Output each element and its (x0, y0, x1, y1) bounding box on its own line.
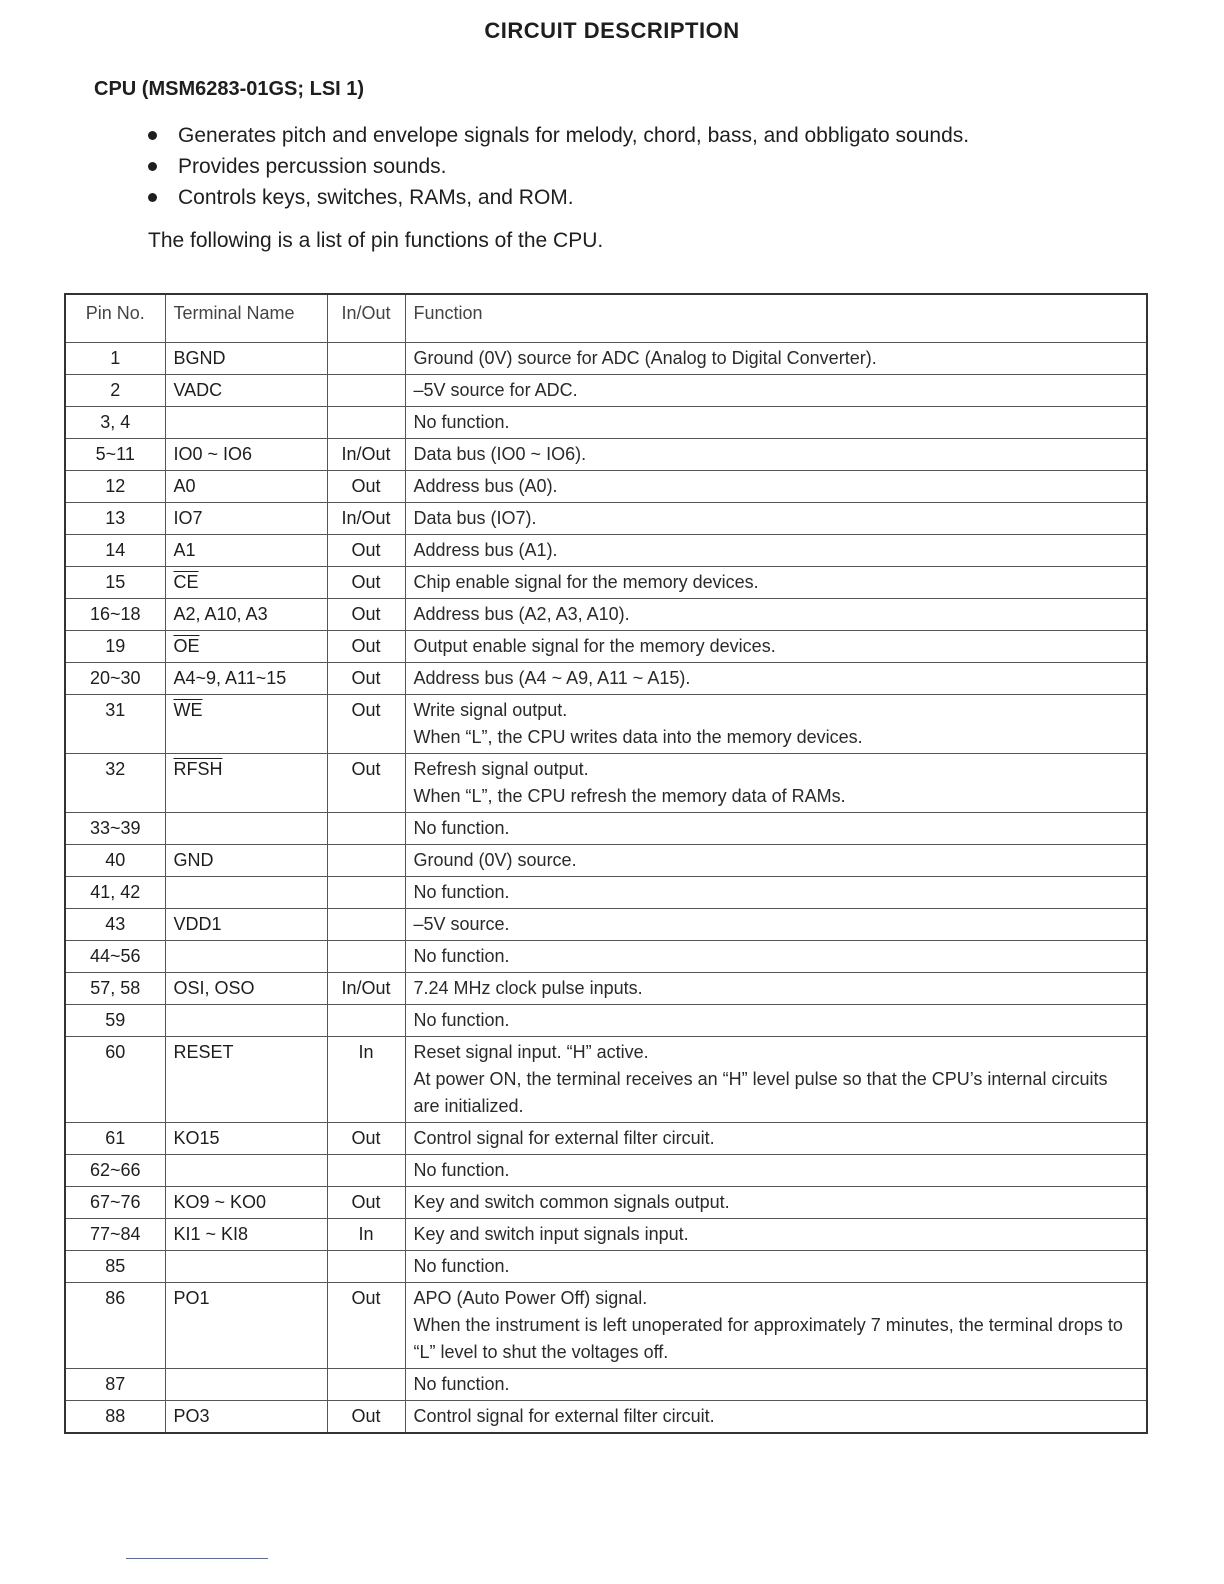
feature-item: Generates pitch and envelope signals for melody, chord, bass, and obbligato sounds. (146, 120, 969, 151)
table-row (65, 503, 1147, 535)
table-row (65, 343, 1147, 375)
page-title: CIRCUIT DESCRIPTION (484, 18, 740, 43)
table-row (65, 1123, 1147, 1155)
terminal-name: BGND (165, 343, 327, 375)
function-text: No function. (413, 1010, 510, 1030)
function-cell (405, 877, 1147, 909)
in-out (327, 877, 405, 909)
function-text: No function. (413, 1160, 510, 1180)
terminal-name (165, 1005, 327, 1037)
function-cell (405, 695, 1147, 754)
in-out (327, 845, 405, 877)
table-row (65, 375, 1147, 407)
pin-number: 87 (65, 1369, 165, 1401)
in-out: In (327, 1037, 405, 1123)
function-text: –5V source. (413, 914, 510, 934)
function-cell (405, 1369, 1147, 1401)
function-text: No function. (413, 882, 510, 902)
table-row (65, 877, 1147, 909)
in-out (327, 1369, 405, 1401)
pin-number: 2 (65, 375, 165, 407)
terminal-name: IO0 ~ IO6 (165, 439, 327, 471)
table-row (65, 1187, 1147, 1219)
terminal-name (165, 1251, 327, 1283)
function-cell (405, 471, 1147, 503)
function-cell (405, 941, 1147, 973)
function-text: Chip enable signal for the memory devices. (413, 572, 759, 592)
terminal-name (165, 1155, 327, 1187)
function-cell (405, 909, 1147, 941)
header-pin-no: Pin No. (65, 294, 165, 343)
table-row (65, 599, 1147, 631)
function-text: Key and switch input signals input. (413, 1224, 689, 1244)
in-out (327, 1005, 405, 1037)
terminal-name: A4~9, A11~15 (165, 663, 327, 695)
pin-number: 40 (65, 845, 165, 877)
terminal-name: $\overline{WE}$ (165, 695, 327, 754)
table-header-row (65, 294, 1147, 343)
function-text: No function. (413, 412, 510, 432)
function-cell (405, 631, 1147, 663)
in-out (327, 813, 405, 845)
function-cell (405, 1005, 1147, 1037)
table-row (65, 695, 1147, 754)
table-row (65, 663, 1147, 695)
function-text: When “L”, the CPU refresh the memory data of RAMs. (413, 786, 846, 806)
pin-number: 1 (65, 343, 165, 375)
function-text: Refresh signal output. (413, 759, 589, 779)
table-row (65, 1251, 1147, 1283)
function-text: When the instrument is left unoperated for approximately 7 minutes, the terminal drops to “L” level to shut the voltages off. (413, 1315, 1123, 1362)
terminal-name: GND (165, 845, 327, 877)
table-row (65, 1005, 1147, 1037)
table-row (65, 909, 1147, 941)
in-out: Out (327, 1123, 405, 1155)
table-row (65, 941, 1147, 973)
in-out (327, 407, 405, 439)
function-cell (405, 375, 1147, 407)
feature-item: Provides percussion sounds. (146, 151, 969, 182)
in-out (327, 909, 405, 941)
function-text: APO (Auto Power Off) signal. (413, 1288, 648, 1308)
pin-number: 57, 58 (65, 973, 165, 1005)
function-cell (405, 343, 1147, 375)
function-cell (405, 813, 1147, 845)
function-cell (405, 1123, 1147, 1155)
terminal-name: KO15 (165, 1123, 327, 1155)
pin-number: 20~30 (65, 663, 165, 695)
function-cell (405, 1155, 1147, 1187)
table-row (65, 567, 1147, 599)
terminal-name: OSI, OSO (165, 973, 327, 1005)
function-text: Write signal output. (413, 700, 568, 720)
function-cell (405, 503, 1147, 535)
terminal-name: $\overline{CE}$ (165, 567, 327, 599)
terminal-name (165, 813, 327, 845)
terminal-name: IO7 (165, 503, 327, 535)
function-cell (405, 439, 1147, 471)
table-row (65, 631, 1147, 663)
in-out: Out (327, 567, 405, 599)
header-function: Function (405, 294, 1147, 343)
function-cell (405, 1283, 1147, 1369)
terminal-name: PO3 (165, 1401, 327, 1434)
terminal-name: VADC (165, 375, 327, 407)
pin-number: 16~18 (65, 599, 165, 631)
function-cell (405, 567, 1147, 599)
pin-number: 15 (65, 567, 165, 599)
table-body (65, 343, 1147, 1434)
function-cell (405, 535, 1147, 567)
table-row (65, 535, 1147, 567)
function-text: Address bus (A4 ~ A9, A11 ~ A15). (413, 668, 691, 688)
table-row (65, 973, 1147, 1005)
pin-function-table (64, 293, 1148, 1434)
function-text: Reset signal input. “H” active. (413, 1042, 649, 1062)
in-out (327, 343, 405, 375)
function-cell (405, 1251, 1147, 1283)
in-out: Out (327, 663, 405, 695)
function-text: –5V source for ADC. (413, 380, 578, 400)
pin-number: 85 (65, 1251, 165, 1283)
function-text: No function. (413, 818, 510, 838)
terminal-name: RFSH (165, 754, 327, 813)
terminal-name: A2, A10, A3 (165, 599, 327, 631)
in-out: Out (327, 754, 405, 813)
header-in-out: In/Out (327, 294, 405, 343)
in-out: In (327, 1219, 405, 1251)
pin-number: 3, 4 (65, 407, 165, 439)
table-row (65, 1155, 1147, 1187)
terminal-name (165, 941, 327, 973)
pin-number: 60 (65, 1037, 165, 1123)
in-out (327, 1155, 405, 1187)
in-out (327, 1251, 405, 1283)
table-row (65, 754, 1147, 813)
terminal-name (165, 407, 327, 439)
function-text: No function. (413, 1256, 510, 1276)
pin-number: 59 (65, 1005, 165, 1037)
terminal-name: A1 (165, 535, 327, 567)
function-cell (405, 1219, 1147, 1251)
pin-number: 41, 42 (65, 877, 165, 909)
function-text: Data bus (IO7). (413, 508, 537, 528)
function-text: Address bus (A2, A3, A10). (413, 604, 630, 624)
pin-number: 62~66 (65, 1155, 165, 1187)
terminal-name (165, 1369, 327, 1401)
pin-number: 33~39 (65, 813, 165, 845)
function-text: Control signal for external filter circuit. (413, 1128, 715, 1148)
function-cell (405, 1401, 1147, 1434)
in-out: In/Out (327, 439, 405, 471)
terminal-name: VDD1 (165, 909, 327, 941)
function-text: Ground (0V) source. (413, 850, 577, 870)
feature-list (146, 120, 969, 213)
pin-number: 12 (65, 471, 165, 503)
in-out: Out (327, 535, 405, 567)
section-heading: CPU (MSM6283-01GS; LSI 1) (94, 78, 365, 100)
table-row (65, 1369, 1147, 1401)
function-text: At power ON, the terminal receives an “H” level pulse so that the CPU’s internal circuits are initialized. (413, 1069, 1108, 1116)
in-out: Out (327, 1283, 405, 1369)
in-out (327, 941, 405, 973)
function-text: No function. (413, 946, 510, 966)
pin-number: 13 (65, 503, 165, 535)
pin-number: 32 (65, 754, 165, 813)
function-cell (405, 754, 1147, 813)
pin-number: 19 (65, 631, 165, 663)
function-cell (405, 1187, 1147, 1219)
pin-number: 88 (65, 1401, 165, 1434)
in-out: Out (327, 471, 405, 503)
function-text: Key and switch common signals output. (413, 1192, 730, 1212)
function-text: Address bus (A0). (413, 476, 558, 496)
function-cell (405, 973, 1147, 1005)
in-out: Out (327, 599, 405, 631)
terminal-name: KO9 ~ KO0 (165, 1187, 327, 1219)
pin-number: 86 (65, 1283, 165, 1369)
terminal-name: KI1 ~ KI8 (165, 1219, 327, 1251)
pin-number: 77~84 (65, 1219, 165, 1251)
function-text: Output enable signal for the memory devices. (413, 636, 776, 656)
header-terminal-name: Terminal Name (165, 294, 327, 343)
table-row (65, 1283, 1147, 1369)
table-row (65, 407, 1147, 439)
pin-number: 67~76 (65, 1187, 165, 1219)
terminal-name: PO1 (165, 1283, 327, 1369)
function-text: No function. (413, 1374, 510, 1394)
table-row (65, 813, 1147, 845)
function-cell (405, 599, 1147, 631)
function-text: Ground (0V) source for ADC (Analog to Digital Converter). (413, 348, 877, 368)
table-row (65, 845, 1147, 877)
function-text: Address bus (A1). (413, 540, 558, 560)
pin-number: 43 (65, 909, 165, 941)
in-out: In/Out (327, 973, 405, 1005)
function-text: Control signal for external filter circuit. (413, 1406, 715, 1426)
function-text: Data bus (IO0 ~ IO6). (413, 444, 587, 464)
function-cell (405, 407, 1147, 439)
in-out: Out (327, 631, 405, 663)
in-out: In/Out (327, 503, 405, 535)
table-row (65, 471, 1147, 503)
pin-number: 14 (65, 535, 165, 567)
in-out: Out (327, 1401, 405, 1434)
function-text: When “L”, the CPU writes data into the memory devices. (413, 727, 863, 747)
table-row (65, 439, 1147, 471)
terminal-name (165, 877, 327, 909)
table-row (65, 1401, 1147, 1434)
feature-item: Controls keys, switches, RAMs, and ROM. (146, 182, 969, 213)
pin-number: 61 (65, 1123, 165, 1155)
terminal-name: RESET (165, 1037, 327, 1123)
pin-number: 5~11 (65, 439, 165, 471)
pin-number: 31 (65, 695, 165, 754)
table-row (65, 1219, 1147, 1251)
function-cell (405, 1037, 1147, 1123)
terminal-name: $\overline{OE}$ (165, 631, 327, 663)
function-cell (405, 663, 1147, 695)
in-out: Out (327, 695, 405, 754)
function-text: 7.24 MHz clock pulse inputs. (413, 978, 643, 998)
pin-number: 44~56 (65, 941, 165, 973)
intro-text: The following is a list of pin functions of the CPU. (148, 229, 604, 252)
in-out (327, 375, 405, 407)
table-row (65, 1037, 1147, 1123)
terminal-name: A0 (165, 471, 327, 503)
function-cell (405, 845, 1147, 877)
footer-rule (126, 1558, 268, 1559)
in-out: Out (327, 1187, 405, 1219)
